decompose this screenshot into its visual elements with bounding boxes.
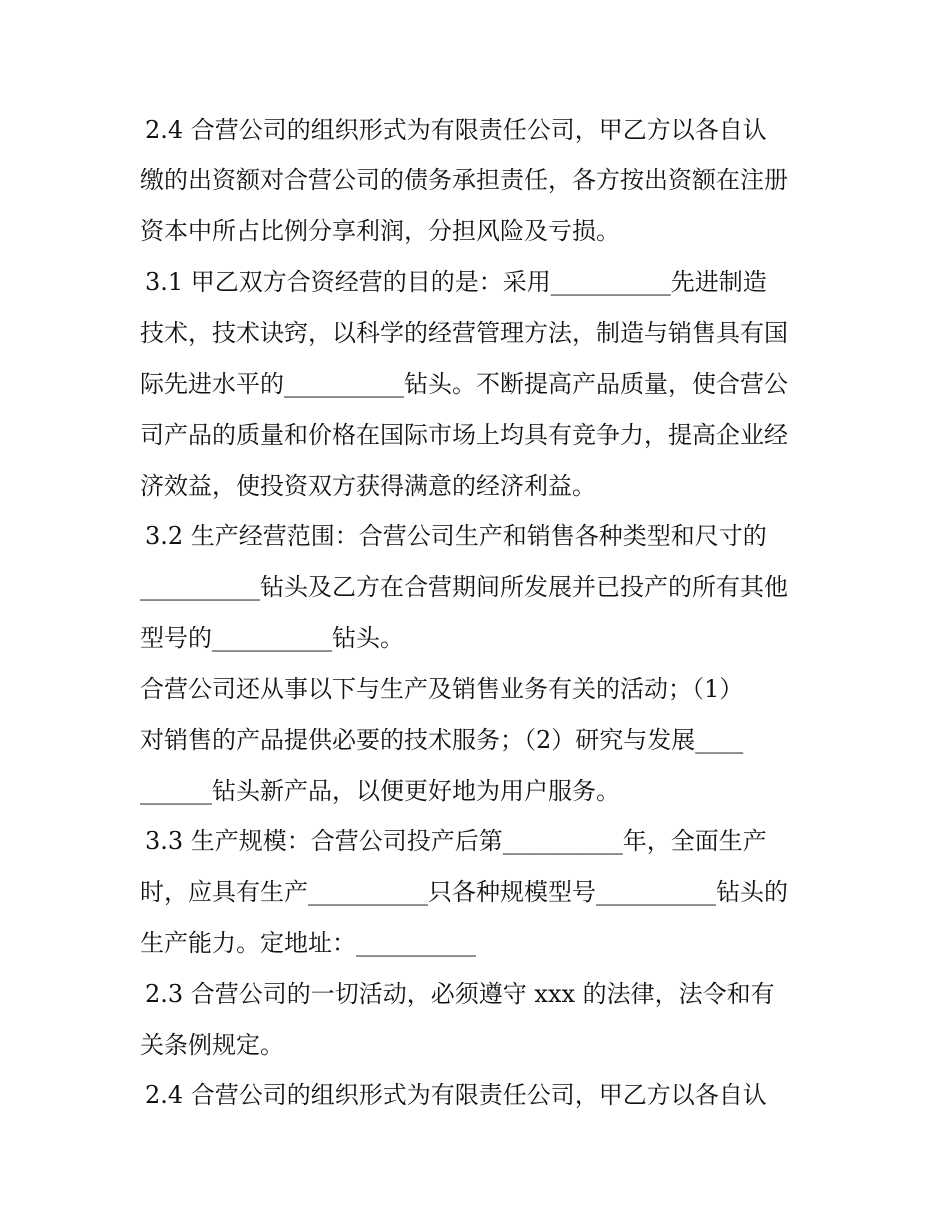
text-line: 对销售的产品提供必要的技术服务；（2）研究与发展____	[140, 726, 744, 754]
text-line: ______钻头新产品，以便更好地为用户服务。	[140, 777, 620, 805]
text-line: 时，应具有生产__________只各种规模型号__________钻头的	[140, 878, 788, 906]
text-line: 济效益，使投资双方获得满意的经济利益。	[140, 472, 596, 500]
text-line: 2.3 合营公司的一切活动，必须遵守 xxx 的法律，法令和有	[145, 980, 775, 1008]
text-line: 3.1 甲乙双方合资经营的目的是：采用__________先进制造	[145, 268, 767, 296]
text-line: 生产能力。定地址：__________	[140, 929, 476, 957]
text-line: 际先进水平的__________钻头。不断提高产品质量，使合营公	[140, 370, 788, 398]
text-line: 2.4 合营公司的组织形式为有限责任公司，甲乙方以各自认	[145, 1081, 767, 1109]
text-line: __________钻头及乙方在合营期间所发展并已投产的所有其他	[140, 573, 788, 601]
text-line: 司产品的质量和价格在国际市场上均具有竞争力，提高企业经	[140, 421, 788, 449]
text-line: 技术，技术诀窍，以科学的经营管理方法，制造与销售具有国	[140, 319, 788, 347]
text-line: 关条例规定。	[140, 1031, 284, 1059]
text-line: 缴的出资额对合营公司的债务承担责任，各方按出资额在注册	[140, 166, 788, 194]
text-line: 资本中所占比例分享利润，分担风险及亏损。	[140, 217, 620, 245]
text-line: 3.2 生产经营范围：合营公司生产和销售各种类型和尺寸的	[145, 522, 767, 550]
text-line: 型号的__________钻头。	[140, 624, 404, 652]
text-line: 3.3 生产规模：合营公司投产后第__________年，全面生产	[145, 827, 767, 855]
text-line: 2.4 合营公司的组织形式为有限责任公司，甲乙方以各自认	[145, 116, 767, 144]
text-line: 合营公司还从事以下与生产及销售业务有关的活动；（1）	[140, 675, 744, 703]
